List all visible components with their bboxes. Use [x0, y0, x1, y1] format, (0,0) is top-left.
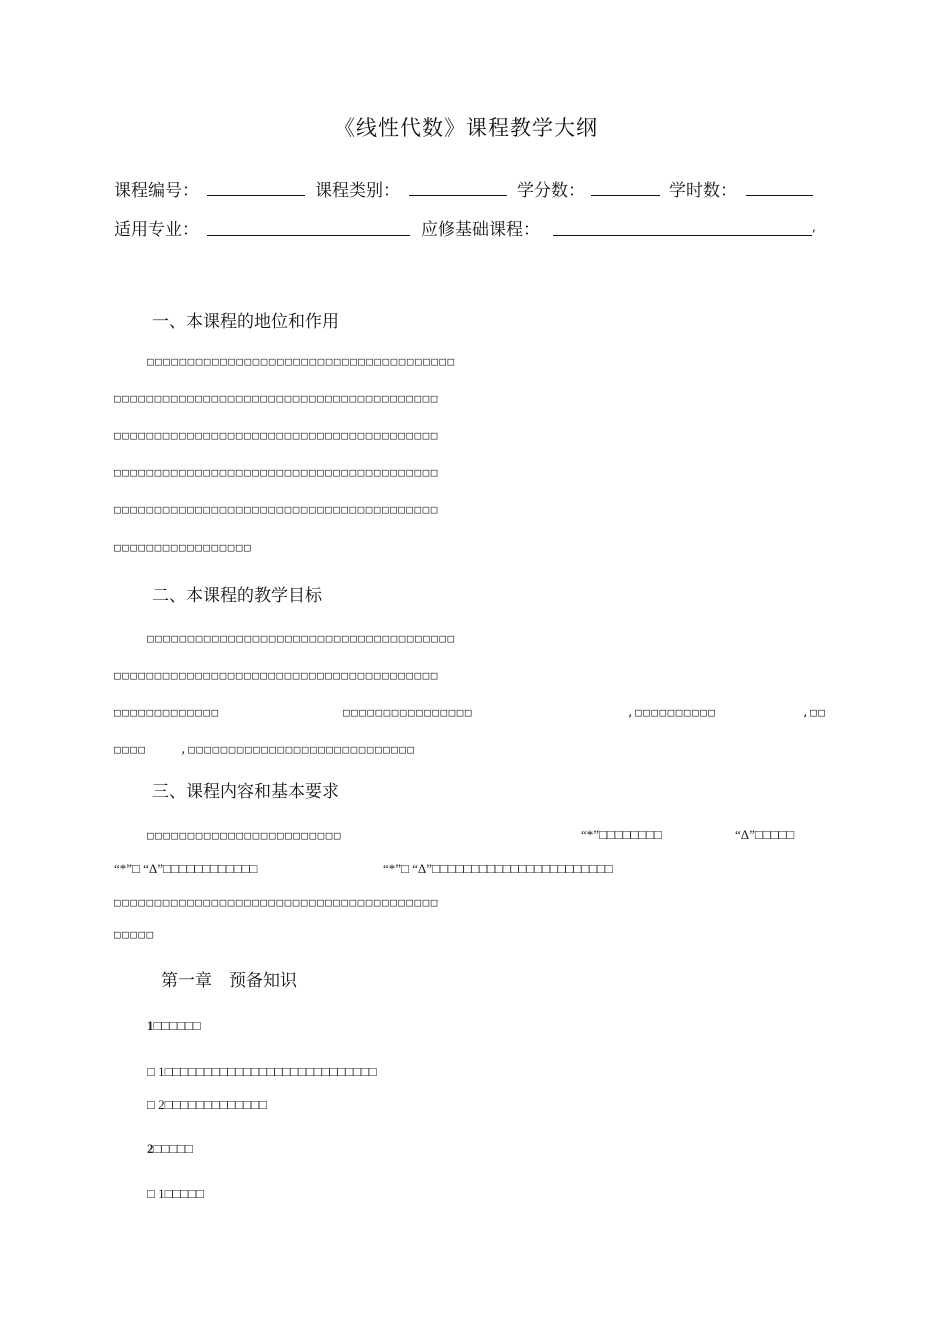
paragraph-line-part: “*”□ “Δ”□□□□□□□□□□□□	[114, 861, 258, 876]
paragraph-line-part: ,□□□□□□□□□□	[627, 706, 717, 719]
credits-label: 学分数：	[517, 181, 585, 201]
list-item: □ 1□□□□□	[147, 1186, 204, 1201]
list-item: □ 2□□□□□□□□□□□□□	[147, 1097, 267, 1112]
paragraph-line: □□□□□□□□□□□□□□□□□□□□□□□□□□□□□□□□□□□□□□□□	[114, 466, 439, 479]
hours-label-text: 学时数	[669, 181, 720, 201]
course-type-blank	[409, 195, 507, 196]
paragraph-line-part: ,□□	[802, 706, 827, 719]
subsection-item: 1□□□□□□	[147, 1018, 201, 1033]
paragraph-line: □□□□□□□□□□□□□□□□□□□□□□□□□□□□□□□□□□□□□□□□	[114, 392, 439, 405]
paragraph-line: □□□□□□□□□□□□□□□□□□□□□□□□□□□□□□□□□□□□□□□□	[114, 896, 439, 909]
chapter-heading: 第一章 预备知识	[161, 971, 297, 991]
paragraph-line-part: □□□□□□□□□□□□□□□□□□□□□□□□	[147, 829, 342, 842]
paragraph-line-part: “*”□ “Δ”□□□□□□□□□□□□□□□□□□□□□□□	[383, 861, 613, 876]
section-heading-content: 三、课程内容和基本要求	[152, 782, 339, 802]
trailing-comma: ,	[812, 220, 816, 234]
prereq-label: 应修基础课程：	[421, 220, 540, 240]
paragraph-line-part: □□□□□□□□□□□□□	[114, 706, 220, 719]
paragraph-line-part: ,□□□□□□□□□□□□□□□□□□□□□□□□□□□□	[180, 743, 416, 756]
course-type-label: 课程类别：	[315, 181, 400, 201]
hours-label-sep: ：	[720, 181, 737, 201]
prereq-blank	[553, 235, 812, 236]
list-item: □ 1□□□□□□□□□□□□□□□□□□□□□□□□□□□	[147, 1064, 377, 1079]
paragraph-line: □□□□□	[114, 928, 155, 941]
hours-blank	[746, 195, 813, 196]
subsection-item: 2□□□□□	[147, 1141, 193, 1156]
section-heading-role: 一、本课程的地位和作用	[152, 312, 339, 332]
paragraph-line-part: □□□□	[114, 743, 147, 756]
paragraph-line-part: □□□□□□□□□□□□□□□□	[343, 706, 473, 719]
course-code-label: 课程编号：	[114, 181, 199, 201]
hours-label	[669, 176, 737, 201]
page-title: 《线性代数》课程教学大纲	[334, 116, 598, 140]
paragraph-line-part: “Δ”□□□□□	[735, 827, 795, 842]
paragraph-line-part: “*”□□□□□□□□	[581, 827, 662, 842]
paragraph-line: □□□□□□□□□□□□□□□□□□□□□□□□□□□□□□□□□□□□□□	[147, 355, 456, 368]
paragraph-line: □□□□□□□□□□□□□□□□□□□□□□□□□□□□□□□□□□□□□□□□	[114, 669, 439, 682]
paragraph-line: □□□□□□□□□□□□□□□□□□□□□□□□□□□□□□□□□□□□□□□□	[114, 503, 439, 516]
major-label: 适用专业：	[114, 220, 199, 240]
section-heading-goals: 二、本课程的教学目标	[152, 586, 322, 606]
paragraph-line: □□□□□□□□□□□□□□□□□□□□□□□□□□□□□□□□□□□□□□	[147, 632, 456, 645]
paragraph-line: □□□□□□□□□□□□□□□□□□□□□□□□□□□□□□□□□□□□□□□□	[114, 429, 439, 442]
paragraph-line: □□□□□□□□□□□□□□□□□	[114, 541, 253, 554]
course-code-blank	[207, 195, 305, 196]
major-blank	[207, 235, 410, 236]
credits-blank	[591, 195, 660, 196]
